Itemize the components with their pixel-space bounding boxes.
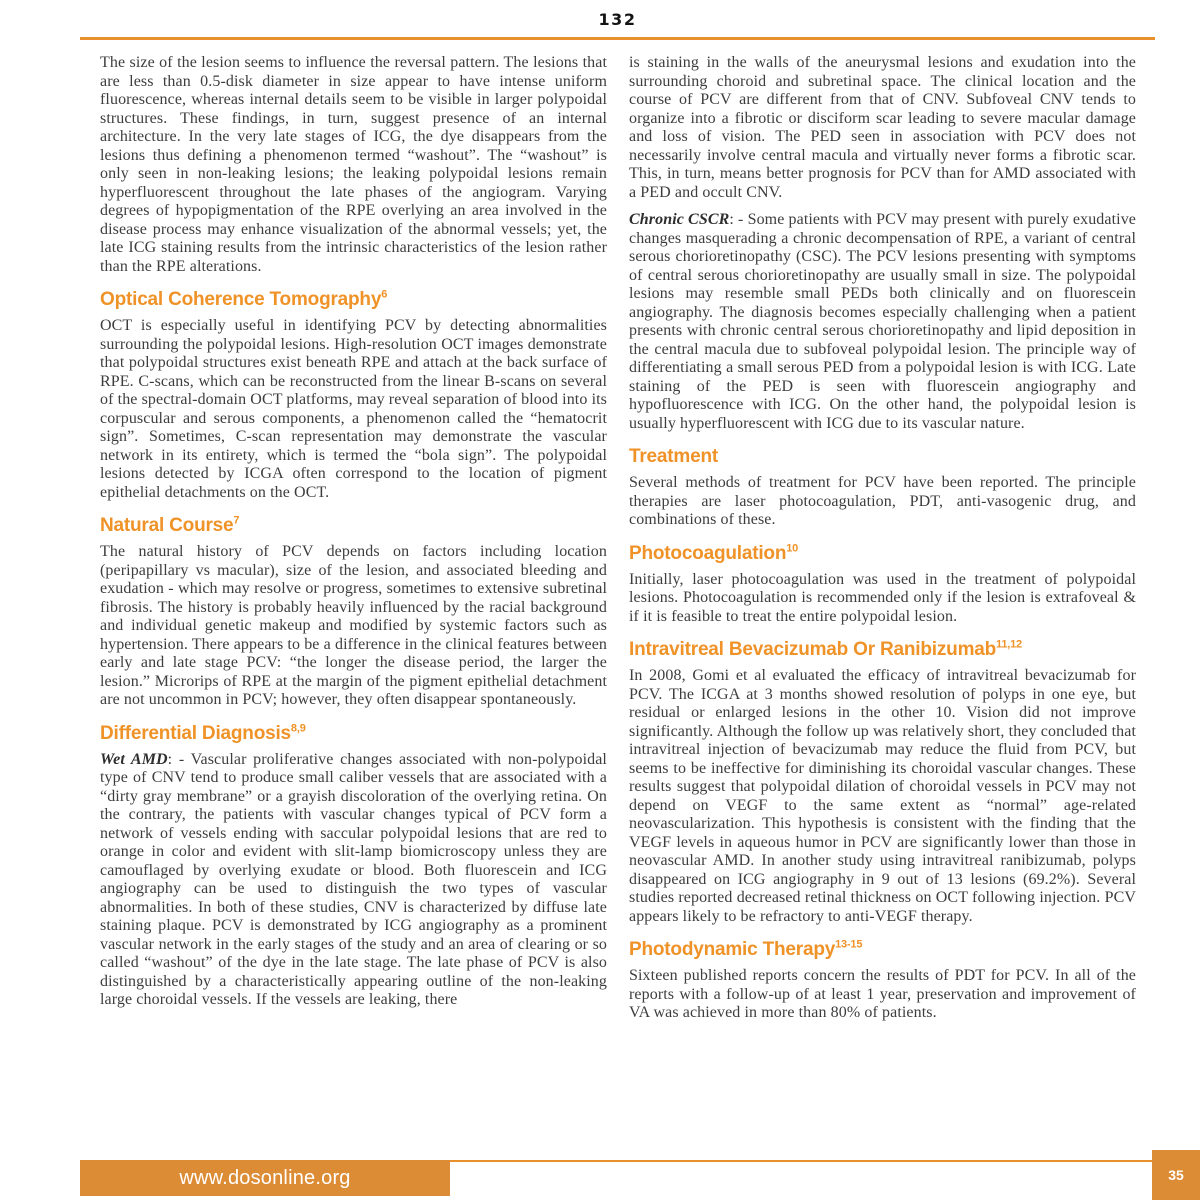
website-url: www.dosonline.org: [179, 1166, 351, 1189]
footer-page-number-box: [1152, 1150, 1200, 1200]
heading-reference-superscript: 8,9: [290, 722, 306, 735]
heading-reference-superscript: 10: [786, 542, 799, 555]
footer-page-number: 35: [1168, 1167, 1184, 1183]
paragraph-lead: Chronic CSCR: [629, 211, 730, 228]
paragraph-lead: Wet AMD: [100, 750, 168, 768]
body-paragraph: The size of the lesion seems to influence the reversal pattern. The lesions that are less than 0.5-disk diameter in size appear to have intense uniform fluorescence, whereas internal details seem to be visible in larger polypoidal structures. These findings, in turn, suggest presence of an internal architecture. In the very late stages of ICG, the dye disappears from the lesions thus defining a phenomenon termed “washout”. The “washout” is only seen in non-leaking lesions; the leaking polypoidal lesions remain hyperfluorescent throughout the late phases of the angiogram. Varying degrees of hypopigmentation of the RPE overlying an area involved in the disease process may enhance visualization of the abnormal vessels; yet, the late ICG staining results from the intrinsic characteristics of the lesion rather than the RPE alterations.: [100, 54, 607, 275]
section-heading: Photodynamic Therapy$^{13-15}$: [629, 938, 863, 960]
website-bar: [80, 1160, 450, 1196]
article-body: [100, 54, 1136, 1032]
header-rule: [80, 37, 1155, 40]
left-column: [100, 54, 607, 1019]
body-paragraph: The natural history of PCV depends on factors including location (peripapillary vs macular), size of the lesion, and associated bleeding and exudation - which may resolve or progress, sometimes to extensive subretinal fibrosis. The history is probably heavily influenced by the racial background and individual genetic makeup and modified by systemic factors such as hypertension. There appears to be a difference in the clinical features between early and late stage PCV: “the longer the disease period, the larger the lesion.” Microrips of RPE at the margin of the pigment epithelial detachment are not uncommon in PCV; however, they often disappear spontaneously.: [100, 543, 607, 708]
section-heading: Treatment: [629, 446, 719, 467]
section-heading: Optical Coherence Tomography$^6$: [100, 288, 388, 310]
body-paragraph: is staining in the walls of the aneurysmal lesions and exudation into the surrounding choroid and subretinal space. The clinical location and the course of PCV are different from that of CNV. Subfoveal CNV tends to organize into a fibrotic or disciform scar leading to severe macular damage and loss of vision. The PED seen in association with PCV does not necessarily involve central macula and virtually never forms a fibrotic scar. This, in turn, means better prognosis for PCV than for AMD associated with a PED and occult CNV.: [629, 54, 1136, 201]
heading-reference-superscript: 13-15: [835, 938, 863, 951]
body-paragraph: Wet AMD: - Vascular proliferative changes associated with non-polypoidal type of CNV tend to produce small caliber vessels that are associated with a “dirty gray membrane” or a grayish discoloration of the overlying retina. On the contrary, the patients with vascular changes typical of PCV form a network of vessels ending with saccular polypoidal lesions that are red to orange in color and evident with slit-lamp biomicroscopy unless they are camouflaged by overlying exudate or blood. Both fluorescein and ICG angiography can be used to distinguish the two types of vascular abnormalities. In both of these studies, CNV is characterized by diffuse late staining plaque. PCV is demonstrated by ICG angiography as a prominent vascular network in the early stages of the study and an area of clearing or so called “washout” of the dye in the late stage. The late phase of PCV is also distinguished by a characteristically appearing outline of the non-leaking large choroidal vessels. If the vessels are leaking, there: [100, 750, 607, 1008]
section-heading: Differential Diagnosis$^{8,9}$: [100, 722, 306, 744]
body-paragraph: OCT is especially useful in identifying PCV by detecting abnormalities surrounding the polypoidal lesions. High-resolution OCT images demonstrate that polypoidal structures exist beneath RPE and attach at the back surface of RPE. C-scans, which can be reconstructed from the linear B-scans on several of the spectral-domain OCT platforms, may reveal separation of blood into its corpuscular and serous components, a phenomenon called the “hematocrit sign”. Sometimes, C-scan representation may demonstrate the vascular network in its entirety, which is termed the “bola sign”. The polypoidal lesions detected by ICGA often correspond to the location of pigment epithelial detachments on the OCT.: [100, 317, 607, 501]
section-heading: Natural Course$^7$: [100, 514, 240, 536]
body-paragraph: In 2008, Gomi et al evaluated the efficacy of intravitreal bevacizumab for PCV. The ICGA at 3 months showed resolution of polyps in one eye, but residual or enlarged lesions in the other 10. Vision did not improve significantly. Although the follow up was relatively short, they concluded that intravitreal injection of bevacizumab may reduce the fluid from PCV, but seems to be ineffective for diminishing its choroidal vascular changes. These results suggest that polypoidal dilation of choroidal vessels in PCV may not depend on VEGF to the same extent as “normal” age-related neovascularization. This hypothesis is consistent with the finding that the VEGF levels in aqueous humor in PCV are significantly lower than those in neovascular AMD. In another study using intravitreal ranibizumab, polyps disappeared on ICG angiography in 9 out of 13 lesions (69.2%). Several studies reported decreased retinal thickness on OCT following injection. PCV appears likely to be refractory to anti-VEGF therapy.: [629, 667, 1136, 925]
heading-reference-superscript: 11,12: [996, 638, 1022, 651]
body-paragraph: Chronic CSCR: - Some patients with PCV may present with purely exudative changes masquerading a chronic decompensation of RPE, a variant of central serous chorioretinopathy (CSC). The PCV lesions presenting with symptoms of central serous chorioretinopathy are usually small in size. The polypoidal lesions may resemble small PEDs both clinically and on fluorescein angiography. The diagnosis becomes especially challenging when a patient presents with chronic central serous chorioretinopathy and lipid deposition in the central macula due to subfoveal polypoidal lesion. The principle way of differentiating a small serous PED from a polypoidal lesion is with ICG. Late staining of the PED is seen with fluorescein angiography and hypofluorescence with ICG. On the other hand, the polypoidal lesion is usually hyperfluorescent with ICG due to its vascular nature.: [629, 211, 1137, 432]
right-column: [629, 54, 1136, 1032]
section-heading: Photocoagulation$^{10}$: [629, 542, 799, 564]
section-heading: Intravitreal Bevacizumab Or Ranibizumab$^{11,12}$: [629, 638, 1022, 660]
body-paragraph: Several methods of treatment for PCV have been reported. The principle therapies are laser photocoagulation, PDT, anti-vasogenic drug, and combinations of these.: [629, 474, 1136, 528]
heading-reference-superscript: 6: [381, 288, 388, 301]
body-paragraph: Initially, laser photocoagulation was used in the treatment of polypoidal lesions. Photocoagulation is recommended only if the lesion is extrafoveal & if it is feasible to treat the entire polypoidal lesion.: [629, 570, 1136, 625]
heading-reference-superscript: 7: [233, 514, 240, 527]
header-page-number: 132: [598, 10, 637, 29]
body-paragraph: Sixteen published reports concern the results of PDT for PCV. In all of the reports with a follow-up of at least 1 year, preservation and improvement of VA was achieved in more than 80% of patients.: [629, 967, 1136, 1021]
